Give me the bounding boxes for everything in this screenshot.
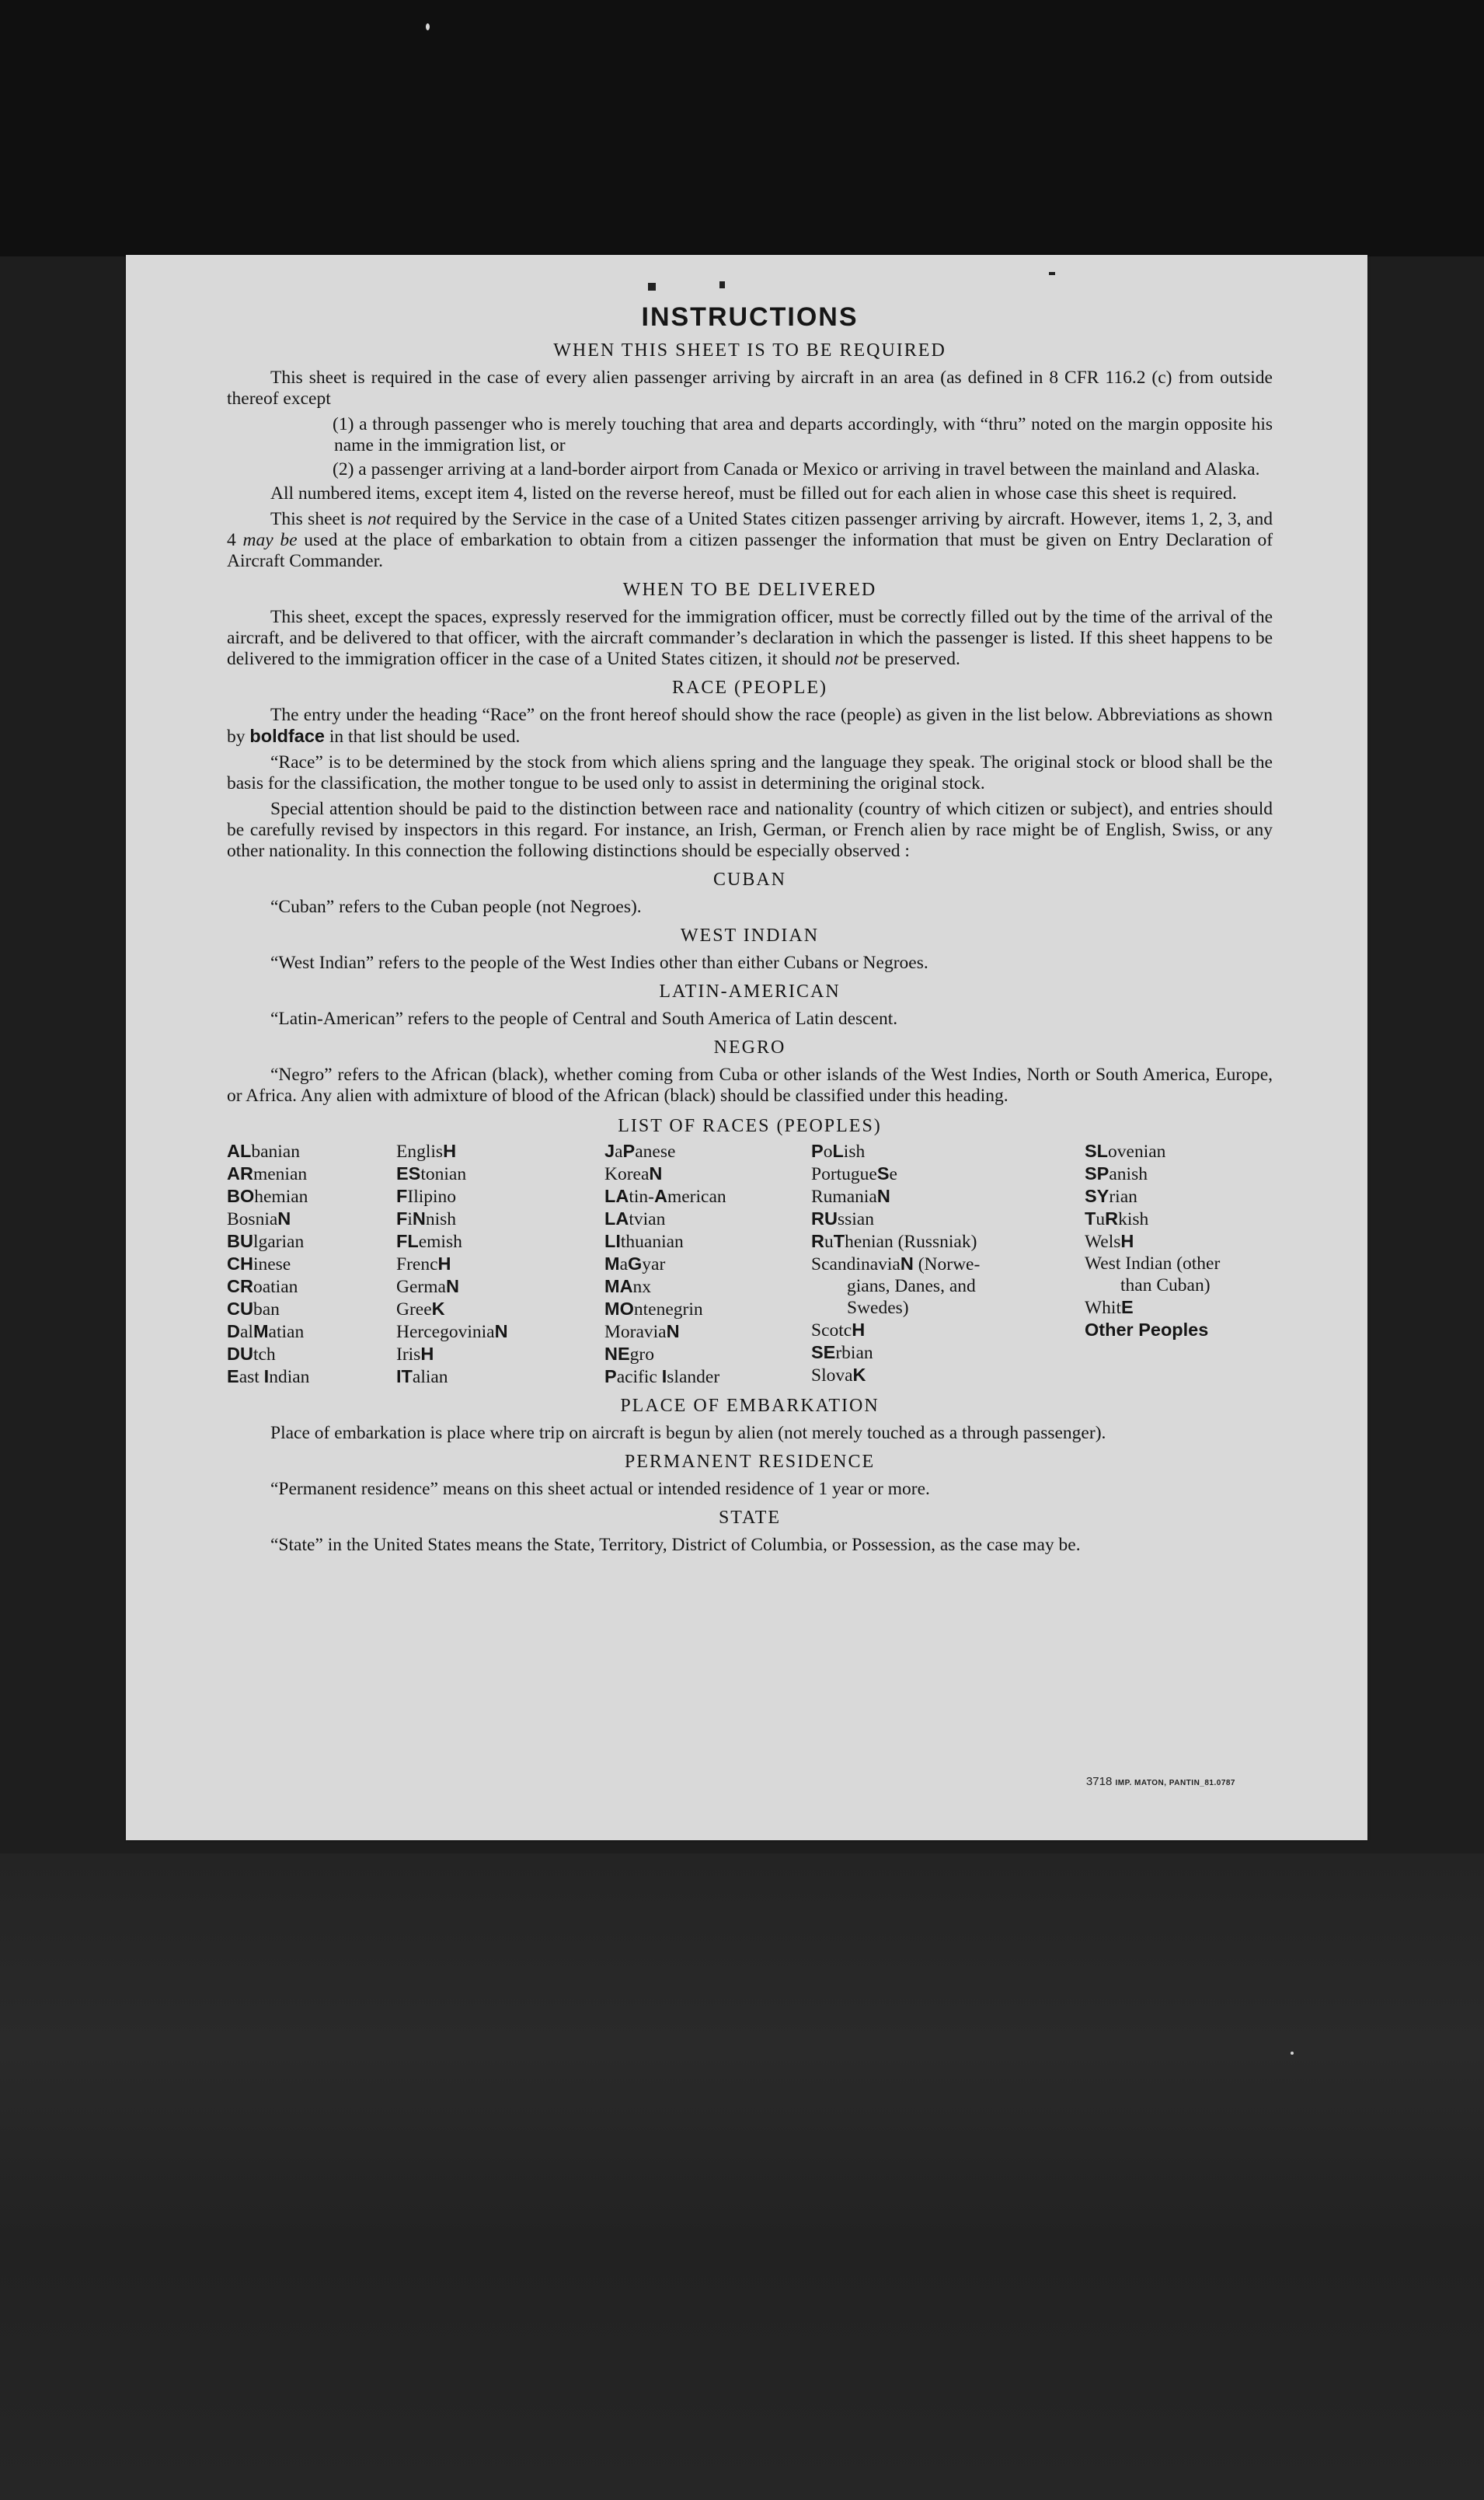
text-segment: This sheet is (270, 509, 363, 529)
race-entry: BosniaN (227, 1208, 291, 1229)
paragraph-latin-american: “Latin-American” refers to the people of Central and South America of Latin descent. (270, 1009, 898, 1029)
race-entry: DUtch (227, 1344, 276, 1365)
exception-item-2: (2) a passenger arriving at a land-border airport from Canada or Mexico or arriving in travel between the mainland and Alaska. (333, 459, 1260, 479)
races-column-4 (811, 1140, 1085, 1388)
races-column-5 (1085, 1140, 1271, 1388)
heading-list-of-races: LIST OF RACES (PEOPLES) (618, 1116, 882, 1136)
race-entry: Swedes) (847, 1298, 909, 1318)
race-entry: EnglisH (396, 1141, 457, 1162)
race-entry: CRoatian (227, 1276, 298, 1297)
print-mark (719, 281, 725, 288)
race-entry: RumaniaN (811, 1186, 890, 1207)
scan-background-bottom (0, 1853, 1484, 2500)
scan-background-top (0, 0, 1484, 256)
race-entry: GreeK (396, 1299, 445, 1320)
races-column-1 (227, 1140, 396, 1388)
race-entry: West Indian (other (1085, 1253, 1221, 1274)
form-number (1086, 1771, 1235, 1794)
heading-latin-american: LATIN-AMERICAN (659, 982, 841, 1002)
race-entry: ALbanian (227, 1141, 300, 1162)
race-entry: SLovenian (1085, 1141, 1166, 1162)
paragraph-negro: “Negro” refers to the African (black), whether coming from Cuba or other islands of the West Indies, North or South America, Europe, or Africa. Any alien with admixture of blood of the African (black) should be classified under this heading. (227, 1065, 1273, 1106)
italic-may-be: may be (242, 530, 298, 550)
paragraph-west-indian: “West Indian” refers to the people of the West Indies other than either Cubans or Negroes. (270, 953, 928, 973)
race-entry: Pacific Islander (604, 1366, 720, 1387)
paragraph-residence: “Permanent residence” means on this sheet actual or intended residence of 1 year or more. (270, 1479, 930, 1499)
race-entry: MAnx (604, 1276, 652, 1297)
italic-not: not (367, 509, 391, 529)
text-segment: This sheet, except the spaces, expressly reserved for the immigration officer, must be correctly filled out by the time of the arrival of the aircraft, and be delivered to that officer, with the aircraft commander’s declaration in which the passenger is listed. If this sheet happens to be delivered to the immigration officer in the case of a United States citizen, it should (227, 607, 1273, 669)
bold-word: boldface (249, 726, 326, 746)
races-column-2 (396, 1140, 604, 1388)
race-entry: HercegoviniaN (396, 1321, 508, 1342)
paragraph-state: “State” in the United States means the State, Territory, District of Columbia, or Possession, as the case may be. (270, 1535, 1081, 1555)
paragraph-citizen-passenger (227, 509, 1273, 572)
paragraph-cuban: “Cuban” refers to the Cuban people (not Negroes). (270, 897, 642, 917)
race-entry: NEgro (604, 1344, 654, 1365)
races-column-3 (604, 1140, 811, 1388)
print-mark (648, 283, 656, 291)
text-segment: The entry under the heading “Race” on the front hereof should show the race (people) as given in the list below. Abbreviations as shown by (227, 705, 1273, 747)
race-entry: East Indian (227, 1366, 310, 1387)
race-entry: SErbian (811, 1342, 873, 1363)
paragraph-numbered-items: All numbered items, except item 4, listed on the reverse hereof, must be filled out for each alien in whose case this sheet is required. (270, 483, 1237, 504)
race-entry: KoreaN (604, 1163, 663, 1184)
race-entry: MOntenegrin (604, 1299, 703, 1320)
race-entry: BUlgarian (227, 1231, 305, 1252)
race-entry: WelsH (1085, 1231, 1134, 1252)
race-entry: RuThenian (Russniak) (811, 1231, 977, 1252)
race-entry: CUban (227, 1299, 280, 1320)
race-entry: PoLish (811, 1141, 866, 1162)
scan-dust-speck (426, 23, 430, 30)
race-entry: than Cuban) (1120, 1275, 1211, 1295)
italic-not: not (834, 649, 859, 669)
race-entry: LAtin-American (604, 1186, 726, 1207)
heading-race: RACE (PEOPLE) (672, 678, 827, 698)
race-entry: SlovaK (811, 1365, 866, 1386)
paragraph-delivery (227, 607, 1273, 670)
race-entry: PortugueSe (811, 1163, 897, 1184)
heading-place-of-embarkation: PLACE OF EMBARKATION (620, 1396, 880, 1416)
paragraph-embarkation: Place of embarkation is place where trip on aircraft is begun by alien (not merely touched as a through passenger). (270, 1423, 1106, 1443)
heading-when-delivered: WHEN TO BE DELIVERED (622, 580, 877, 600)
instructions-sheet (126, 255, 1367, 1840)
race-entry: ITalian (396, 1366, 448, 1387)
paragraph-race-nationality: Special attention should be paid to the distinction between race and nationality (country of which citizen or subject), and entries should be carefully revised by inspectors in this regard. For instance, an Irish, German, or French alien by race might be of English, Swiss, or any other nationality. In this connection the following distinctions should be especially observed : (227, 799, 1273, 861)
race-entry: WhitE (1085, 1297, 1134, 1318)
race-entry: FIlipino (396, 1186, 457, 1207)
races-list (227, 1140, 1273, 1388)
exception-item-1: (1) a through passenger who is merely touching that area and departs accordingly, with “thru” noted on the margin opposite his name in the immigration list, or (333, 414, 1273, 455)
race-entry: ScandinaviaN (Norwe- (811, 1253, 981, 1274)
race-entry: TuRkish (1085, 1208, 1149, 1229)
heading-negro: NEGRO (713, 1037, 786, 1058)
race-entry: MoraviaN (604, 1321, 680, 1342)
page-title: INSTRUCTIONS (641, 302, 859, 332)
printer-mark: IMP. MATON, PANTIN_81.0787 (1115, 1779, 1235, 1787)
race-entry: GermaN (396, 1276, 459, 1297)
heading-permanent-residence: PERMANENT RESIDENCE (624, 1452, 876, 1472)
heading-state: STATE (718, 1508, 782, 1528)
race-entry: IrisH (396, 1344, 434, 1365)
race-entry: MaGyar (604, 1253, 666, 1274)
race-entry: FrencH (396, 1253, 451, 1274)
race-entry: SYrian (1085, 1186, 1137, 1207)
paragraph-race-entry (227, 705, 1273, 748)
race-entry: EStonian (396, 1163, 467, 1184)
race-entry: FLemish (396, 1231, 462, 1252)
race-entry: RUssian (811, 1208, 874, 1229)
text-segment: be preserved. (862, 649, 960, 669)
heading-when-required: WHEN THIS SHEET IS TO BE REQUIRED (553, 340, 946, 361)
print-mark (1049, 272, 1055, 275)
form-code: 3718 (1085, 1775, 1113, 1788)
race-entry: gians, Danes, and (847, 1276, 976, 1296)
race-entry: ARmenian (227, 1163, 308, 1184)
race-entry: JaPanese (604, 1141, 676, 1162)
paragraph-race-definition: “Race” is to be determined by the stock from which aliens spring and the language they speak. The original stock or blood shall be the basis for the classification, the mother tongue to be used only to assist in determining the original stock. (227, 752, 1273, 793)
race-entry: ScotcH (811, 1320, 866, 1341)
race-entry: CHinese (227, 1253, 291, 1274)
heading-west-indian: WEST INDIAN (680, 926, 820, 946)
race-entry: SPanish (1085, 1163, 1148, 1184)
race-entry: DalMatian (227, 1321, 305, 1342)
text-segment: in that list should be used. (329, 727, 521, 747)
scan-dust-speck (1291, 2052, 1294, 2055)
paragraph-required-intro: This sheet is required in the case of every alien passenger arriving by aircraft in an area (as defined in 8 CFR 116.2 (c) from outside thereof except (227, 368, 1273, 409)
race-entry: FiNnish (396, 1208, 457, 1229)
race-other-peoples: Other Peoples (1085, 1320, 1209, 1340)
print-marks (126, 255, 1367, 302)
heading-cuban: CUBAN (712, 870, 786, 890)
race-entry: BOhemian (227, 1186, 308, 1207)
text-segment: required by the Service in the case of a United States citizen passenger arriving by aircraft. However, items 1, 2, 3, and 4 (227, 509, 1273, 550)
race-entry: LAtvian (604, 1208, 666, 1229)
race-entry: LIthuanian (604, 1231, 684, 1252)
text-segment: used at the place of embarkation to obtain from a citizen passenger the information that must be given on Entry Declaration of Aircraft Commander. (227, 530, 1273, 571)
